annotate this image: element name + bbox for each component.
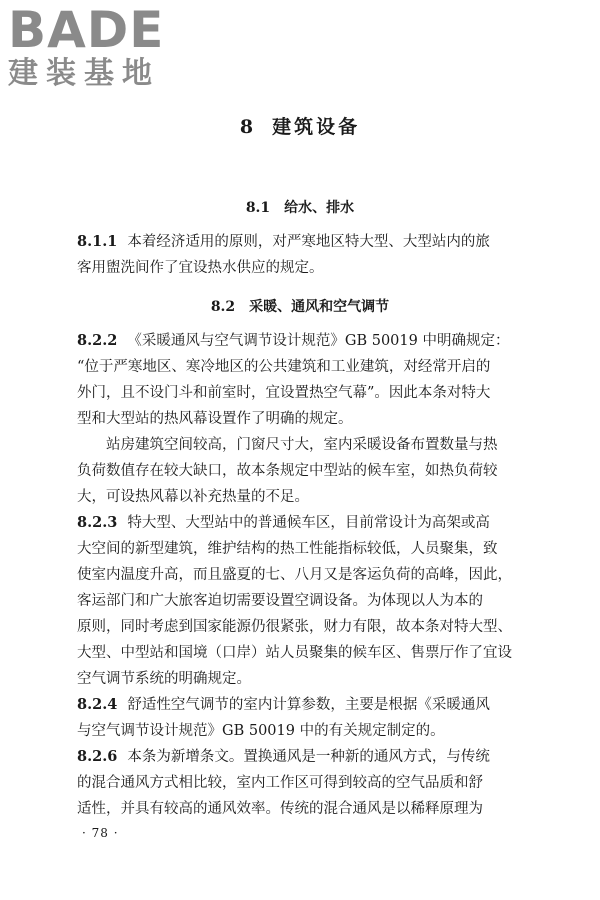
text-line: 与空气调节设计规范》GB 50019 中的有关规定制定的。: [77, 723, 445, 739]
clause-number: 8.1.1: [77, 233, 118, 250]
clause-number: 8.2.3: [77, 514, 118, 531]
text-line: 大空间的新型建筑，维护结构的热工性能指标较低，人员聚集，致: [77, 541, 498, 557]
clause-number: 8.2.4: [77, 696, 118, 713]
text-line: 空气调节系统的明确规定。: [77, 671, 251, 687]
text-line: 本着经济适用的原则，对严寒地区特大型、大型站内的旅: [127, 234, 490, 250]
section-heading-8-1: [0, 197, 600, 217]
text-line: 使室内温度升高，而且盛夏的七、八月又是客运负荷的高峰，因此，: [77, 567, 512, 583]
text-line: 的混合通风方式相比较，室内工作区可得到较高的空气品质和舒: [77, 775, 483, 791]
bade-logo: [8, 1, 178, 96]
clause-8-2-6: [77, 744, 525, 822]
clause-number: 8.2.2: [77, 332, 118, 349]
text-line: 客用盥洗间作了宜设热水供应的规定。: [77, 260, 324, 276]
text-line: 客运部门和广大旅客迫切需要设置空调设备。为体现以人为本的: [77, 593, 483, 609]
clause-8-1-1: [77, 229, 525, 281]
text-line: 型和大型站的热风幕设置作了明确的规定。: [77, 411, 353, 427]
chapter-title: 建筑设备: [272, 116, 361, 138]
text-line: 负荷数值存在较大缺口，故本条规定中型站的候车室，如热负荷较: [77, 463, 498, 479]
text-line: 大，可设热风幕以补充热量的不足。: [77, 489, 309, 505]
chapter-heading: [0, 112, 600, 139]
clause-8-2-4: [77, 692, 525, 744]
text-line: “位于严寒地区、寒冷地区的公共建筑和工业建筑，对经常开启的: [77, 359, 491, 375]
logo-brand: BADE: [8, 1, 165, 59]
section-number: 8.1: [245, 200, 271, 216]
text-line: 站房建筑空间较高，门窗尺寸大，室内采暖设备布置数量与热: [106, 437, 498, 453]
section-title: 采暖、通风和空气调节: [249, 299, 390, 315]
text-line: 大型、中型站和国境（口岸）站人员聚集的候车区、售票厅作了宜设: [77, 645, 512, 661]
clause-number: 8.2.6: [77, 748, 118, 765]
logo-subtitle: 建装基地: [8, 56, 160, 91]
clause-8-2-2: [77, 328, 525, 432]
text-line: 外门，且不设门斗和前室时，宜设置热空气幕”。因此本条对特大: [77, 385, 491, 401]
text-line: 舒适性空气调节的室内计算参数，主要是根据《采暖通风: [127, 697, 490, 713]
section-title: 给水、排水: [284, 200, 355, 216]
chapter-number: 8: [239, 116, 257, 138]
section-number: 8.2: [210, 299, 236, 315]
section-heading-8-2: [0, 296, 600, 316]
page-number: · 78 ·: [82, 826, 119, 840]
paragraph-8-2-2-continued: [77, 432, 525, 510]
clause-8-2-3: [77, 510, 525, 692]
text-line: 本条为新增条文。置换通风是一种新的通风方式，与传统: [127, 749, 490, 765]
text-line: 原则，同时考虑到国家能源仍很紧张，财力有限，故本条对特大型、: [77, 619, 512, 635]
text-line: 《采暖通风与空气调节设计规范》GB 50019 中明确规定：: [127, 333, 510, 349]
text-line: 适性，并具有较高的通风效率。传统的混合通风是以稀释原理为: [77, 801, 483, 817]
text-line: 特大型、大型站中的普通候车区，目前常设计为高架或高: [127, 515, 490, 531]
